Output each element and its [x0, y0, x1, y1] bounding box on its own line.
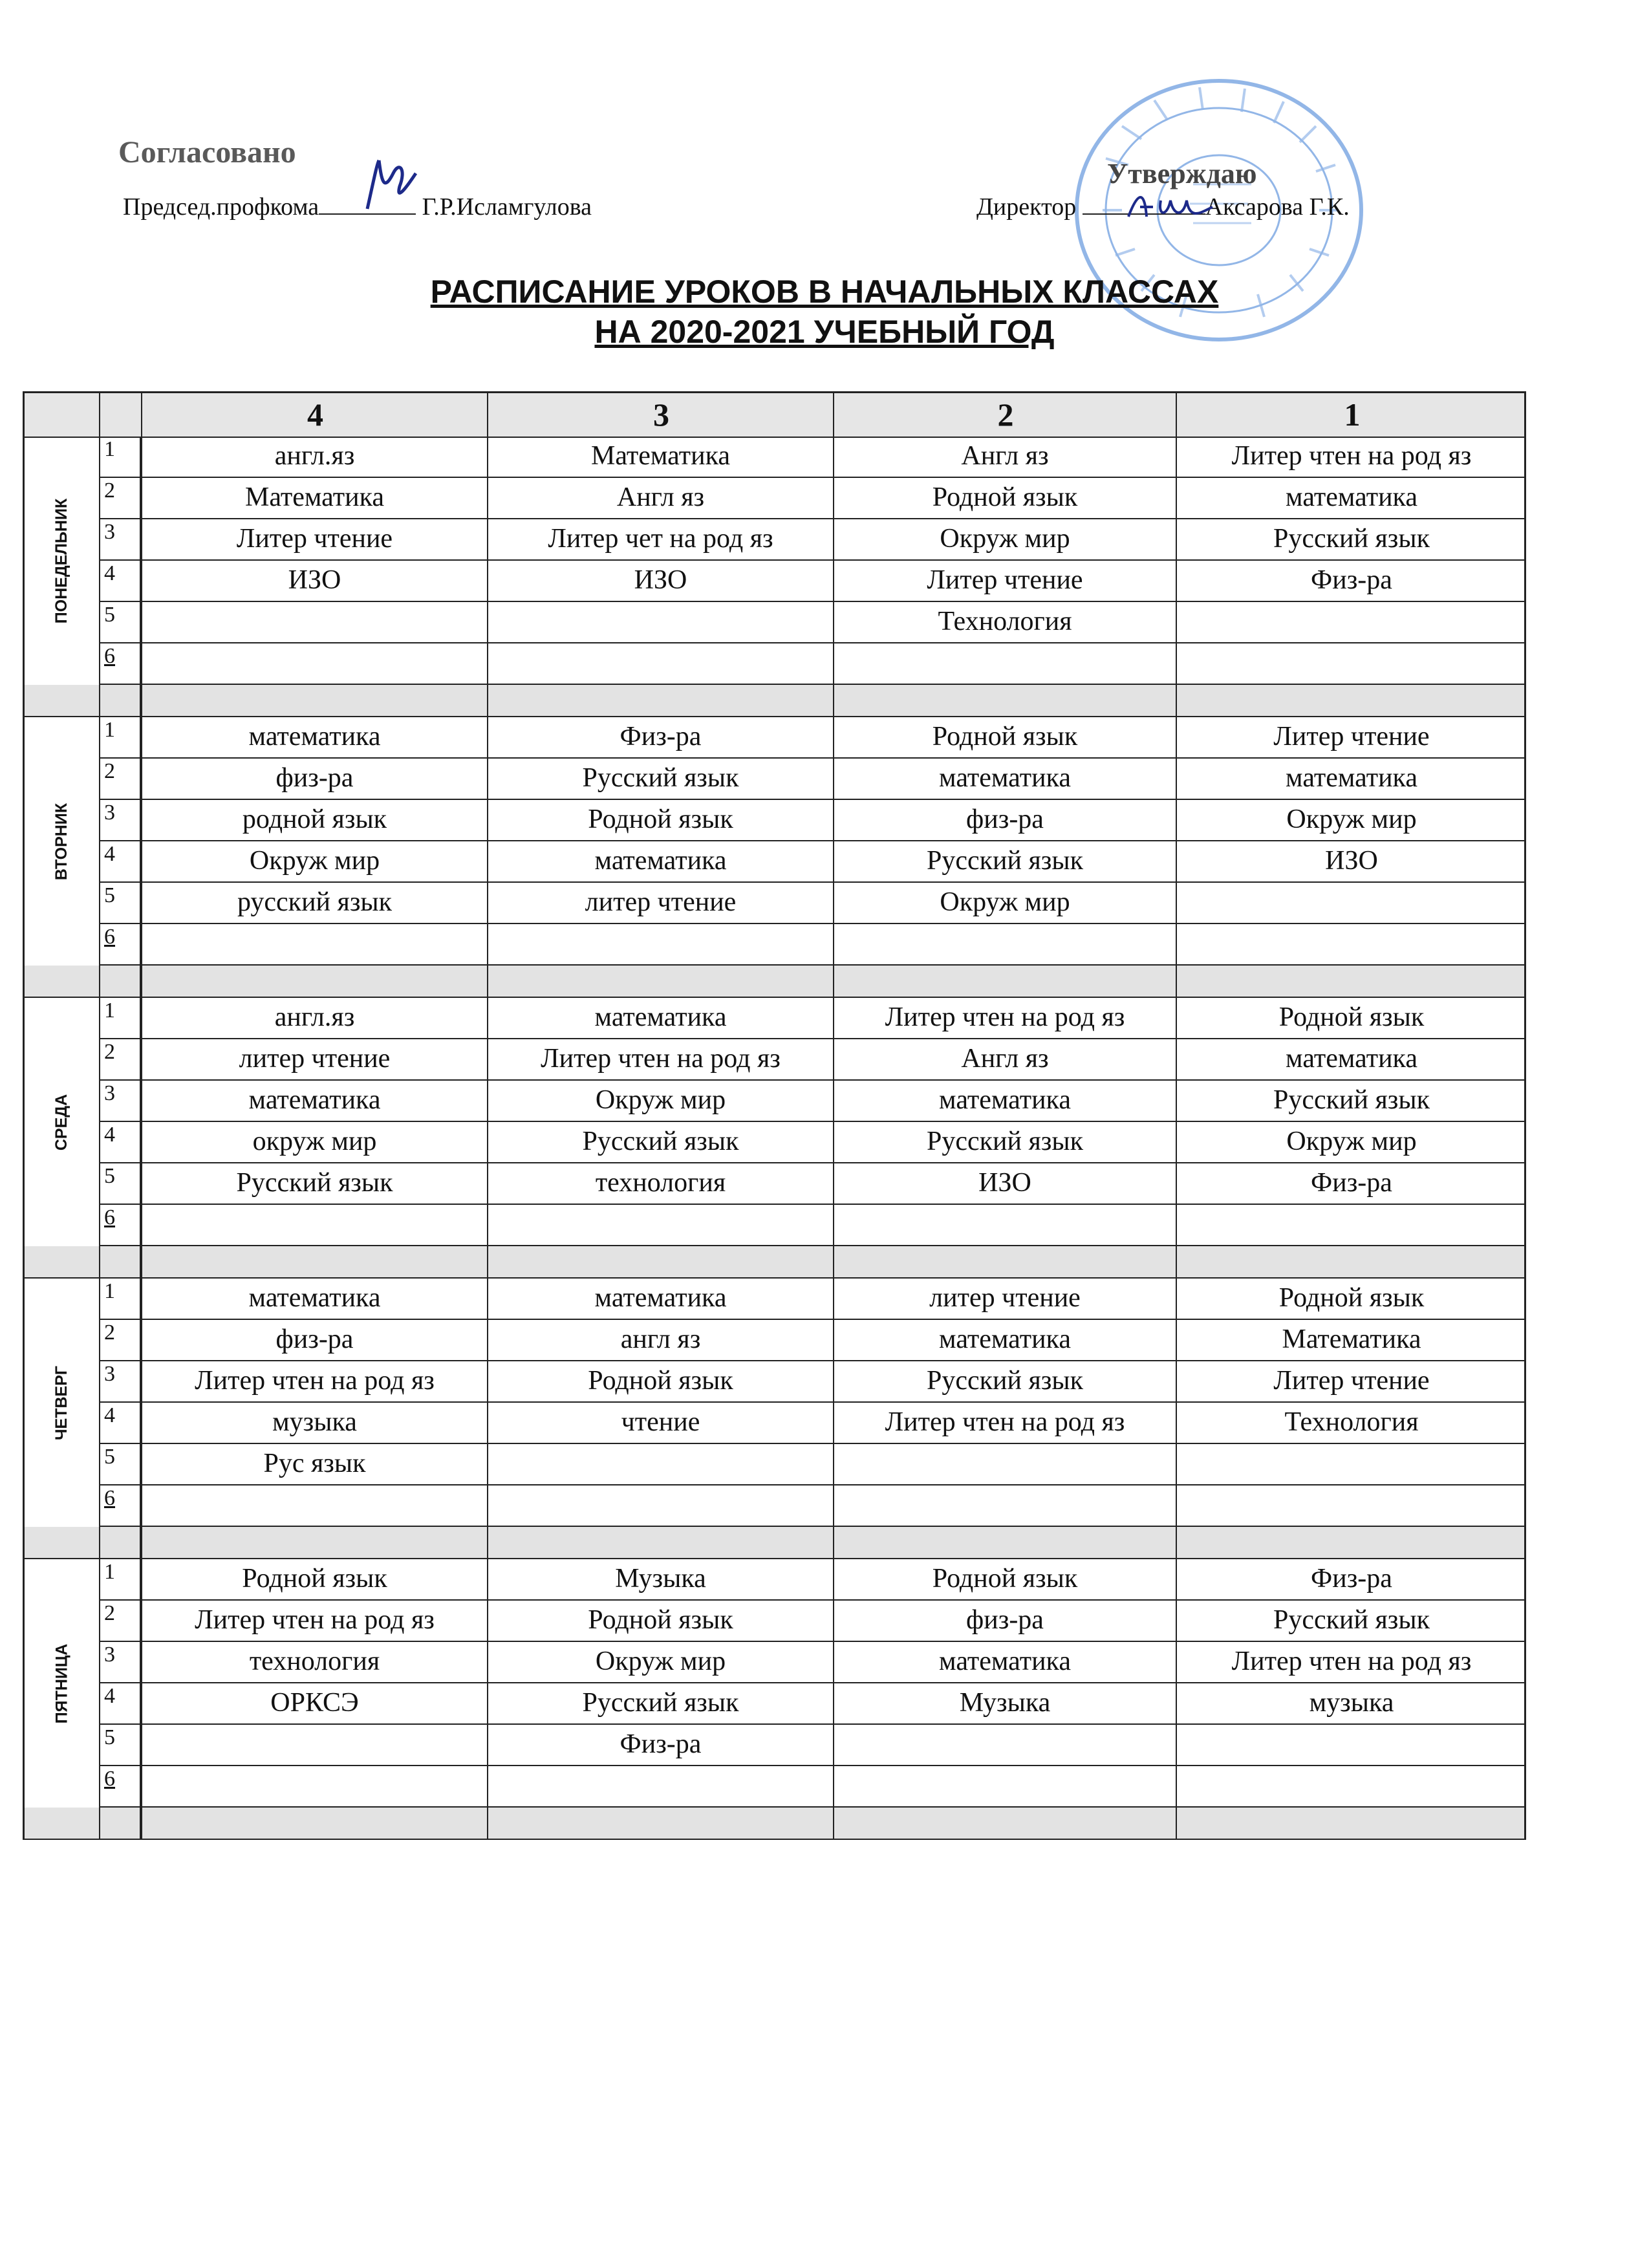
lesson-number: 6 [99, 1766, 141, 1806]
lesson-row [99, 841, 1524, 883]
subject-cell: математика [487, 998, 833, 1038]
director-signature [1122, 188, 1219, 226]
subject-cell [1176, 643, 1526, 684]
lesson-row [99, 437, 1524, 478]
separator-cell [99, 1808, 141, 1839]
separator-divider [141, 1808, 142, 1839]
subject-cell: Родной язык [833, 1559, 1176, 1599]
subject-cell: ОРКСЭ [141, 1683, 487, 1723]
lesson-row [99, 800, 1524, 841]
lesson-row [99, 1361, 1524, 1403]
subject-cell: англ.яз [141, 998, 487, 1038]
lesson-number: 2 [99, 1320, 141, 1360]
subject-cell: литер чтение [833, 1279, 1176, 1319]
subject-cell: Литер чтен на род яз [833, 998, 1176, 1038]
day-name: СРЕДА [52, 1094, 70, 1150]
subject-cell: Родной язык [487, 1601, 833, 1641]
subject-cell [833, 1725, 1176, 1765]
subject-cell: Родной язык [141, 1559, 487, 1599]
subject-cell: Технология [1176, 1403, 1526, 1443]
subject-cell: физ-ра [141, 1320, 487, 1360]
subject-cell: Англ яз [833, 1039, 1176, 1079]
separator-cell [99, 1527, 141, 1558]
subject-cell: математика [1176, 759, 1526, 799]
separator-divider [141, 966, 142, 997]
subject-cell: Литер чтение [833, 561, 1176, 601]
lesson-number: 1 [99, 437, 141, 477]
lesson-row [99, 1081, 1524, 1122]
separator-row [25, 685, 1524, 717]
separator-divider [833, 1527, 834, 1558]
subject-cell: Математика [141, 478, 487, 518]
subject-cell: математика [833, 1320, 1176, 1360]
lesson-number: 4 [99, 841, 141, 881]
subject-cell: Англ яз [487, 478, 833, 518]
subject-cell: математика [487, 1279, 833, 1319]
subject-cell: математика [833, 759, 1176, 799]
lesson-number: 5 [99, 1163, 141, 1204]
subject-cell: Рус язык [141, 1444, 487, 1484]
subject-cell [487, 643, 833, 684]
day-block [25, 717, 1524, 966]
subject-cell: ИЗО [141, 561, 487, 601]
subject-cell: Физ-ра [487, 717, 833, 757]
subject-cell: математика [833, 1081, 1176, 1121]
lesson-number: 2 [99, 478, 141, 518]
day-label [25, 998, 100, 1246]
day-name: ВТОРНИК [52, 803, 70, 880]
separator-divider [1176, 1808, 1177, 1839]
lesson-number: 6 [99, 924, 141, 964]
subject-cell: англ.яз [141, 437, 487, 477]
subject-cell: Окруж мир [487, 1081, 833, 1121]
subject-cell: Русский язык [833, 841, 1176, 881]
lesson-row [99, 478, 1524, 519]
subject-cell [833, 1205, 1176, 1245]
subject-cell [833, 643, 1176, 684]
day-label [25, 1279, 100, 1527]
approve-label: Утверждаю [1107, 158, 1257, 189]
subject-cell: Русский язык [141, 1163, 487, 1204]
separator-divider [833, 1246, 834, 1277]
separator-cell [99, 966, 141, 997]
subject-cell: Литер чтение [141, 519, 487, 559]
subject-cell: Окруж мир [141, 841, 487, 881]
lesson-row [99, 1559, 1524, 1601]
day-block [25, 1279, 1524, 1527]
lesson-number: 2 [99, 1601, 141, 1641]
subject-cell: Окруж мир [1176, 1122, 1526, 1162]
lesson-number: 3 [99, 519, 141, 559]
subject-cell [141, 1205, 487, 1245]
subject-cell: ИЗО [1176, 841, 1526, 881]
lesson-number: 2 [99, 1039, 141, 1079]
separator-divider [833, 685, 834, 716]
lesson-row [99, 1725, 1524, 1766]
lesson-number: 1 [99, 998, 141, 1038]
lesson-row [99, 1205, 1524, 1246]
subject-cell: Литер чтен на род яз [1176, 1642, 1526, 1682]
subject-cell: Литер чтен на род яз [1176, 437, 1526, 477]
subject-cell: математика [487, 841, 833, 881]
document-title: РАСПИСАНИЕ УРОКОВ В НАЧАЛЬНЫХ КЛАССАХ [430, 274, 1219, 310]
separator-divider [487, 966, 488, 997]
subject-cell: математика [141, 1279, 487, 1319]
subject-cell: чтение [487, 1403, 833, 1443]
separator-row [25, 1527, 1524, 1559]
header-empty-cell [99, 393, 142, 437]
lesson-number: 5 [99, 1444, 141, 1484]
day-name: ПОНЕДЕЛЬНИК [52, 498, 71, 623]
subject-cell [833, 1766, 1176, 1806]
subject-cell [1176, 924, 1526, 964]
subject-cell: Родной язык [1176, 998, 1526, 1038]
subject-cell: Окруж мир [487, 1642, 833, 1682]
lesson-number: 4 [99, 1403, 141, 1443]
subject-cell: Математика [487, 437, 833, 477]
lesson-number: 5 [99, 602, 141, 642]
agreed-label: Согласовано [118, 135, 296, 169]
lesson-number: 3 [99, 1642, 141, 1682]
subject-cell: математика [1176, 478, 1526, 518]
subject-cell: литер чтение [487, 883, 833, 923]
director-name: Аксарова Г.К. [1205, 193, 1350, 221]
subject-cell [487, 602, 833, 642]
lesson-row [99, 717, 1524, 759]
lesson-row [99, 602, 1524, 643]
lesson-row [99, 1163, 1524, 1205]
day-block [25, 1559, 1524, 1808]
subject-cell: Математика [1176, 1320, 1526, 1360]
class-header: 3 [487, 393, 834, 437]
lesson-row [99, 1683, 1524, 1725]
class-header: 4 [141, 393, 488, 437]
subject-cell: Литер чет на род яз [487, 519, 833, 559]
separator-divider [1176, 1246, 1177, 1277]
subject-cell: окруж мир [141, 1122, 487, 1162]
subject-cell: математика [141, 717, 487, 757]
lesson-number: 3 [99, 1081, 141, 1121]
subject-cell: математика [833, 1642, 1176, 1682]
subject-cell [1176, 1444, 1526, 1484]
subject-cell: Русский язык [833, 1361, 1176, 1401]
day-name: ЧЕТВЕРГ [52, 1365, 70, 1440]
union-chair-role: Председ.профкома [123, 193, 319, 221]
subject-cell: музыка [1176, 1683, 1526, 1723]
subject-cell: Литер чтение [1176, 717, 1526, 757]
separator-row [25, 1808, 1524, 1840]
lesson-row [99, 1766, 1524, 1808]
separator-divider [141, 1246, 142, 1277]
subject-cell: технология [487, 1163, 833, 1204]
subject-cell: Музыка [487, 1559, 833, 1599]
lesson-number: 5 [99, 1725, 141, 1765]
subject-cell [833, 1444, 1176, 1484]
lesson-row [99, 643, 1524, 685]
subject-cell: Физ-ра [487, 1725, 833, 1765]
subject-cell: Родной язык [833, 478, 1176, 518]
separator-divider [1176, 685, 1177, 716]
lesson-number: 6 [99, 643, 141, 684]
subject-cell: англ яз [487, 1320, 833, 1360]
lesson-row [99, 1122, 1524, 1163]
class-header: 2 [833, 393, 1177, 437]
lesson-number: 4 [99, 561, 141, 601]
subject-cell: математика [1176, 1039, 1526, 1079]
subject-cell [1176, 883, 1526, 923]
subject-cell [833, 924, 1176, 964]
subject-cell: Родной язык [1176, 1279, 1526, 1319]
lesson-row [99, 1403, 1524, 1444]
subject-cell: Литер чтен на род яз [833, 1403, 1176, 1443]
subject-cell [487, 1485, 833, 1526]
day-block [25, 998, 1524, 1246]
class-header: 1 [1176, 393, 1527, 437]
subject-cell: Физ-ра [1176, 561, 1526, 601]
subject-cell: Русский язык [1176, 1081, 1526, 1121]
schedule-table [23, 391, 1526, 1840]
subject-cell [141, 1485, 487, 1526]
subject-cell [141, 643, 487, 684]
lesson-row [99, 1642, 1524, 1683]
subject-cell [1176, 1485, 1526, 1526]
subject-cell: ИЗО [833, 1163, 1176, 1204]
subject-cell [487, 1766, 833, 1806]
subject-cell: ИЗО [487, 561, 833, 601]
separator-divider [487, 1246, 488, 1277]
subject-cell: Русский язык [1176, 519, 1526, 559]
day-label [25, 717, 100, 966]
separator-divider [141, 685, 142, 716]
subject-cell [487, 1205, 833, 1245]
lesson-number: 1 [99, 717, 141, 757]
subject-cell [833, 1485, 1176, 1526]
day-label [25, 437, 100, 685]
day-name: ПЯТНИЦА [52, 1643, 70, 1723]
subject-cell [1176, 1205, 1526, 1245]
lesson-number: 1 [99, 1279, 141, 1319]
lesson-row [99, 561, 1524, 602]
subject-cell: родной язык [141, 800, 487, 840]
separator-divider [1176, 966, 1177, 997]
subject-cell: Русский язык [833, 1122, 1176, 1162]
separator-cell [99, 1246, 141, 1277]
lesson-number: 4 [99, 1683, 141, 1723]
subject-cell: технология [141, 1642, 487, 1682]
lesson-number: 6 [99, 1205, 141, 1245]
subject-cell: Родной язык [487, 1361, 833, 1401]
lesson-number: 3 [99, 1361, 141, 1401]
subject-cell: Физ-ра [1176, 1163, 1526, 1204]
subject-cell: Литер чтен на род яз [141, 1361, 487, 1401]
subject-cell [141, 602, 487, 642]
subject-cell [1176, 1766, 1526, 1806]
subject-cell: Литер чтен на род яз [487, 1039, 833, 1079]
separator-cell [99, 685, 141, 716]
subject-cell: физ-ра [141, 759, 487, 799]
lesson-number: 4 [99, 1122, 141, 1162]
subject-cell: математика [141, 1081, 487, 1121]
lesson-row [99, 759, 1524, 800]
subject-cell: Окруж мир [1176, 800, 1526, 840]
subject-cell: физ-ра [833, 1601, 1176, 1641]
subject-cell: русский язык [141, 883, 487, 923]
separator-divider [1176, 1527, 1177, 1558]
lesson-row [99, 1485, 1524, 1527]
subject-cell: физ-ра [833, 800, 1176, 840]
document-subtitle: НА 2020-2021 УЧЕБНЫЙ ГОД [594, 314, 1055, 350]
subject-cell: Музыка [833, 1683, 1176, 1723]
subject-cell [141, 1766, 487, 1806]
subject-cell: Русский язык [487, 759, 833, 799]
separator-divider [487, 685, 488, 716]
lesson-number: 3 [99, 800, 141, 840]
separator-row [25, 966, 1524, 998]
lesson-number: 5 [99, 883, 141, 923]
union-chair-signature [354, 147, 432, 219]
subject-cell: Окруж мир [833, 883, 1176, 923]
lesson-number: 1 [99, 1559, 141, 1599]
subject-cell: Окруж мир [833, 519, 1176, 559]
subject-cell [1176, 1725, 1526, 1765]
separator-divider [487, 1527, 488, 1558]
separator-row [25, 1246, 1524, 1279]
lesson-row [99, 1039, 1524, 1081]
day-label [25, 1559, 100, 1808]
subject-cell: музыка [141, 1403, 487, 1443]
lesson-number: 2 [99, 759, 141, 799]
subject-cell [487, 924, 833, 964]
separator-divider [833, 966, 834, 997]
lesson-row [99, 1444, 1524, 1485]
day-block [25, 437, 1524, 685]
subject-cell: Родной язык [833, 717, 1176, 757]
subject-cell [1176, 602, 1526, 642]
subject-cell [487, 1444, 833, 1484]
subject-cell: Англ яз [833, 437, 1176, 477]
subject-cell: Родной язык [487, 800, 833, 840]
subject-cell: Физ-ра [1176, 1559, 1526, 1599]
separator-divider [141, 1527, 142, 1558]
subject-cell: Литер чтен на род яз [141, 1601, 487, 1641]
director-role: Директор [976, 193, 1077, 221]
lesson-row [99, 1279, 1524, 1320]
subject-cell [141, 1725, 487, 1765]
subject-cell: литер чтение [141, 1039, 487, 1079]
lesson-row [99, 924, 1524, 966]
subject-cell: Литер чтение [1176, 1361, 1526, 1401]
lesson-row [99, 883, 1524, 924]
lesson-row [99, 1320, 1524, 1361]
table-header-row [25, 393, 1524, 438]
subject-cell: Русский язык [487, 1122, 833, 1162]
subject-cell: Технология [833, 602, 1176, 642]
subject-cell: Русский язык [1176, 1601, 1526, 1641]
lesson-row [99, 998, 1524, 1039]
separator-divider [833, 1808, 834, 1839]
lesson-row [99, 519, 1524, 561]
union-chair-name: Г.Р.Исламгулова [422, 193, 592, 221]
subject-cell: Русский язык [487, 1683, 833, 1723]
separator-divider [487, 1808, 488, 1839]
lesson-row [99, 1601, 1524, 1642]
lesson-number: 6 [99, 1485, 141, 1526]
subject-cell [141, 924, 487, 964]
